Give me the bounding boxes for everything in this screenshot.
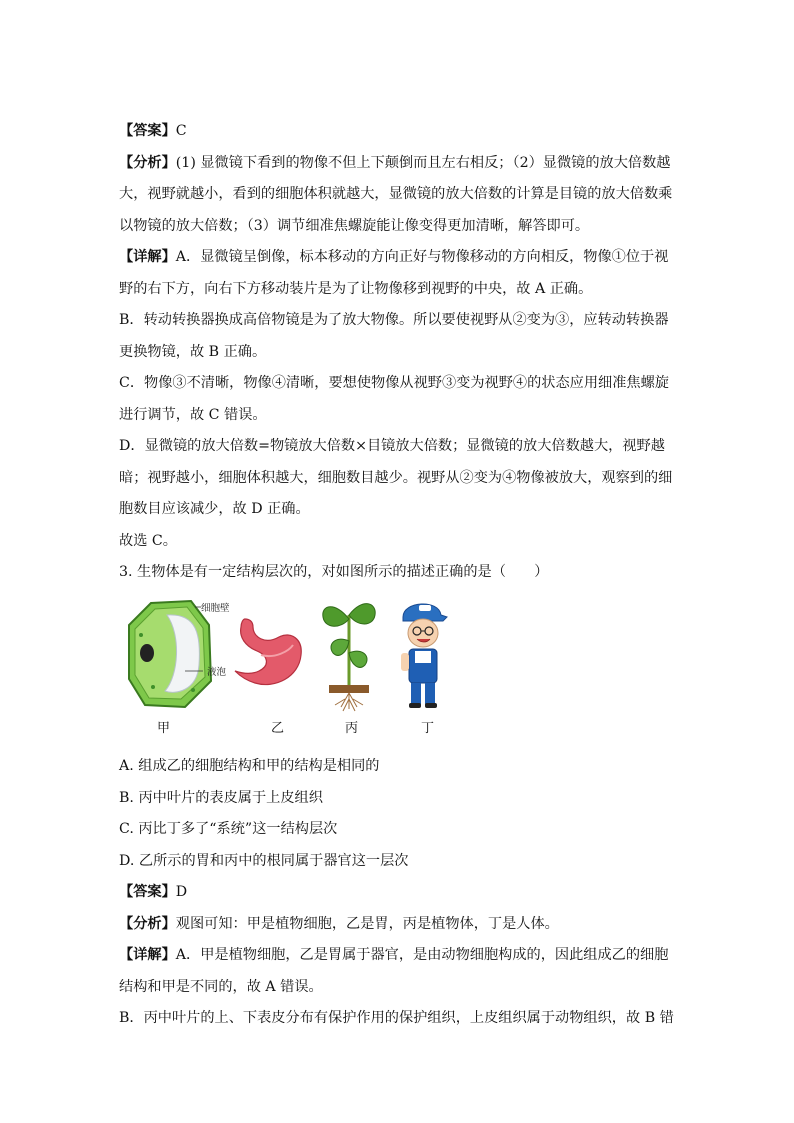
- answer-analysis-top: [119, 120, 679, 583]
- caption-jia: 甲: [157, 721, 171, 736]
- label-cell-wall: 细胞壁: [201, 603, 230, 614]
- line-text: 更换物镜，故 B 正确。: [119, 343, 267, 360]
- option-c: C. 丙比丁多了“系统”这一结构层次: [119, 821, 338, 837]
- line-text: B．丙中叶片的上、下表皮分布有保护作用的保护组织，上皮组织属于动物组织，故 B 错: [119, 1010, 674, 1026]
- document-page: [119, 120, 679, 1039]
- line-text: 野的右下方，向右下方移动装片是为了让物像移到视野的中央，故 A 正确。: [119, 280, 593, 297]
- plant-image: [319, 595, 379, 713]
- line-text: 故选 C。: [119, 532, 177, 549]
- text-line: [119, 309, 679, 331]
- text-line: [119, 913, 679, 935]
- line-text: (1) 显微镜下看到的物像不但上下颠倒而且左右相反；（2）显微镜的放大倍数越: [175, 154, 671, 171]
- text-line: [119, 467, 679, 489]
- text-line: [119, 435, 679, 457]
- section-tag: 【答案】: [119, 884, 176, 900]
- structure-figure: [123, 595, 463, 735]
- caption-bing: 丙: [345, 721, 359, 736]
- line-text: 进行调节，故 C 错误。: [119, 406, 267, 423]
- option-b: B. 丙中叶片的表皮属于上皮组织: [119, 789, 323, 806]
- line-text: C: [175, 123, 187, 139]
- line-text: 大，视野就越小，看到的细胞体积就越大，显微镜的放大倍数的计算是目镜的放大倍数乘: [119, 186, 673, 202]
- section-tag: 【分析】: [119, 915, 176, 932]
- text-line: [119, 278, 679, 300]
- line-text: B．转动转换器换成高倍物镜是为了放大物像。所以要使视野从②变为③，应转动转换器: [119, 312, 669, 328]
- answer-analysis-bottom: [119, 881, 679, 1029]
- text-line: [119, 404, 679, 426]
- label-vacuole: 液泡: [207, 667, 227, 678]
- line-text: 3. 生物体是有一定结构层次的，对如图所示的描述正确的是（ ）: [119, 564, 549, 580]
- section-tag: 【答案】: [119, 123, 176, 139]
- text-line: [119, 183, 679, 205]
- caption-yi: 乙: [271, 721, 285, 736]
- line-text: 暗；视野越小，细胞体积越大，细胞数目越少。视野从②变为④物像被放大，观察到的细: [119, 469, 673, 486]
- text-line: [119, 530, 679, 552]
- text-line: [119, 976, 679, 998]
- text-line: [119, 881, 679, 903]
- line-text: D．显微镜的放大倍数=物镜放大倍数×目镜放大倍数；显微镜的放大倍数越大，视野越: [119, 438, 665, 454]
- line-text: D: [175, 884, 188, 900]
- line-text: 结构和甲是不同的，故 A 错误。: [119, 978, 323, 995]
- line-text: A．显微镜呈倒像，标本移动的方向正好与物像移动的方向相反，物像①位于视: [175, 249, 669, 265]
- text-line: [119, 341, 679, 363]
- section-tag: 【分析】: [119, 154, 176, 171]
- text-line: [119, 215, 679, 237]
- text-line: [119, 120, 679, 142]
- text-line: [119, 152, 679, 174]
- section-tag: 【详解】: [119, 249, 176, 265]
- text-line: [119, 246, 679, 268]
- text-line: [119, 498, 679, 520]
- option-d: D. 乙所示的胃和丙中的根同属于器官这一层次: [119, 852, 409, 869]
- line-text: 观图可知：甲是植物细胞，乙是胃，丙是植物体，丁是人体。: [175, 915, 559, 932]
- text-line: [119, 1007, 679, 1029]
- line-text: C．物像③不清晰，物像④清晰，要想使物像从视野③变为视野④的状态应用细准焦螺旋: [119, 375, 669, 391]
- section-tag: 【详解】: [119, 947, 176, 963]
- line-text: A．甲是植物细胞，乙是胃属于器官，是由动物细胞构成的，因此组成乙的细胞: [175, 947, 669, 963]
- options-list: [119, 755, 679, 872]
- text-line: [119, 372, 679, 394]
- text-line: [119, 944, 679, 966]
- option-a: A. 组成乙的细胞结构和甲的结构是相同的: [119, 758, 380, 774]
- caption-ding: 丁: [421, 721, 435, 736]
- text-line: [119, 561, 679, 583]
- stomach-image: [231, 615, 306, 695]
- line-text: 以物镜的放大倍数；（3）调节细准焦螺旋能让像变得更加清晰，解答即可。: [119, 217, 590, 234]
- line-text: 胞数目应该减少，故 D 正确。: [119, 501, 310, 517]
- person-image: [393, 595, 453, 713]
